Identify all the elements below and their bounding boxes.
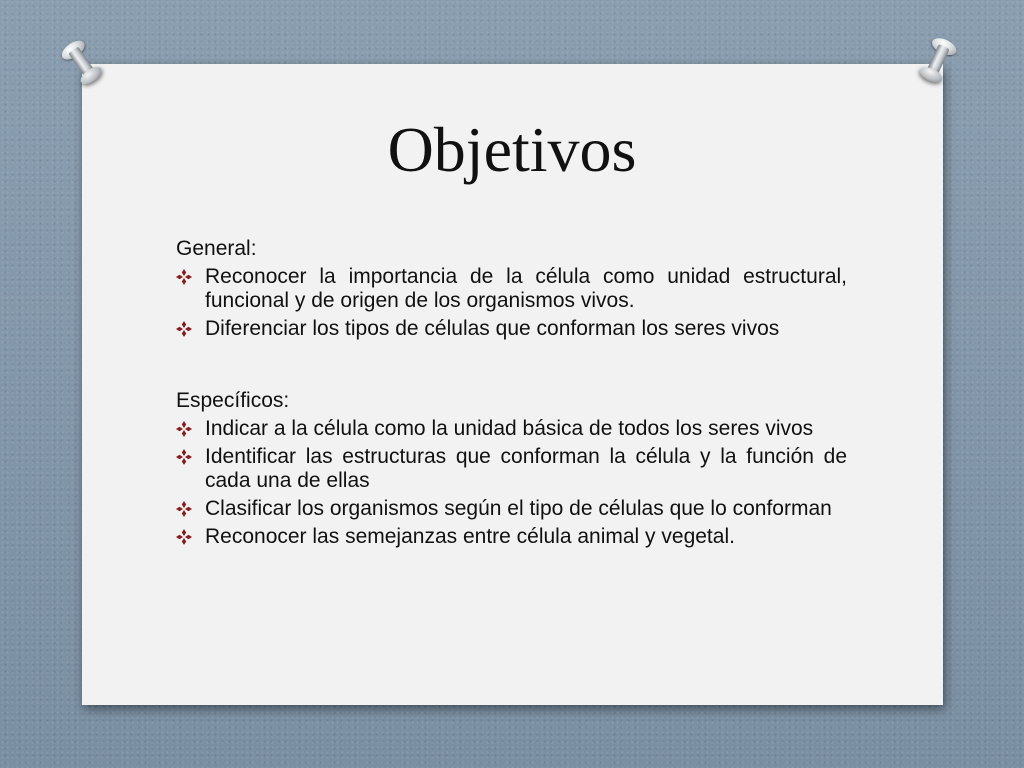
four-diamond-bullet-icon — [176, 421, 192, 437]
list-item-text: Identificar las estructuras que conforman la célula y la función de cada una de ellas — [205, 445, 847, 492]
list-item — [176, 497, 847, 521]
list-item-text: Indicar a la célula como la unidad básica de todos los seres vivos — [205, 417, 814, 440]
list-item — [176, 445, 847, 493]
list-item — [176, 265, 847, 313]
four-diamond-bullet-icon — [176, 449, 192, 465]
bullet-list — [176, 417, 847, 549]
section-heading: Específicos: — [176, 389, 290, 412]
list-item — [176, 317, 847, 341]
bullet-list — [176, 265, 847, 341]
section-general — [176, 237, 847, 341]
slide-content — [176, 237, 847, 553]
four-diamond-bullet-icon — [176, 529, 192, 545]
four-diamond-bullet-icon — [176, 269, 192, 285]
list-item-text: Diferenciar los tipos de células que conforman los seres vivos — [205, 317, 780, 340]
list-item — [176, 525, 847, 549]
pushpin-icon — [915, 35, 959, 89]
list-item-text: Reconocer las semejanzas entre célula animal y vegetal. — [205, 525, 735, 548]
four-diamond-bullet-icon — [176, 501, 192, 517]
list-item — [176, 417, 847, 441]
section-heading: General: — [176, 237, 257, 260]
slide-title: Objetivos — [387, 114, 637, 185]
list-item-text: Clasificar los organismos según el tipo de células que lo conforman — [205, 497, 832, 520]
list-item-text: Reconocer la importancia de la célula como unidad estructural, funcional y de origen de los organismos vivos. — [205, 265, 847, 312]
four-diamond-bullet-icon — [176, 321, 192, 337]
section-especificos — [176, 389, 847, 549]
